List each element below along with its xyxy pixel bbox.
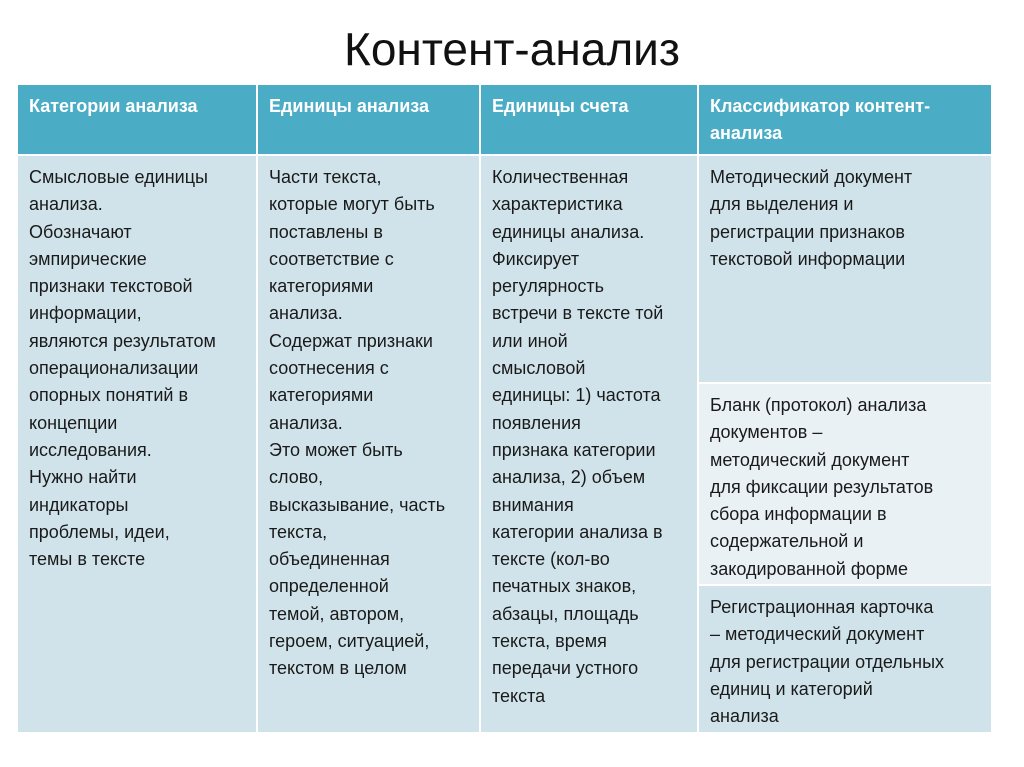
slide-title: Контент-анализ <box>344 23 680 75</box>
cell-counting-units: Количественная характеристика единицы анализа. Фиксирует регулярность встречи в тексте той или иной смысловой единицы: 1) частота появления признака категории анализа, 2) объем внимания категории анализа в тексте (кол-во печатных знаков, абзацы, площадь текста, время передачи устного текста <box>481 156 697 732</box>
cell-classifier-protocol: Бланк (протокол) анализа документов – методический документ для фиксации результатов сбора информации в содержательной и закодированной форме <box>699 384 991 584</box>
header-classifier: Классификатор контент- анализа <box>699 85 991 154</box>
cell-categories: Смысловые единицы анализа. Обозначают эмпирические признаки текстовой информации, являются результатом операционализации опорных понятий в концепции исследования. Нужно найти индикаторы проблемы, идеи, темы в тексте <box>18 156 256 732</box>
header-units-of-analysis: Единицы анализа <box>258 85 479 154</box>
cell-classifier-registration-card: Регистрационная карточка – методический документ для регистрации отдельных единиц и категорий анализа <box>699 586 991 732</box>
cell-classifier-methodical-doc: Методический документ для выделения и регистрации признаков текстовой информации <box>699 156 991 382</box>
header-counting-units: Единицы счета <box>481 85 697 154</box>
header-categories: Категории анализа <box>18 85 256 154</box>
cell-units-of-analysis: Части текста, которые могут быть поставлены в соответствие с категориями анализа. Содержат признаки соотнесения с категориями анализа. Это может быть слово, высказывание, часть текста, объединенная определенной темой, автором, героем, ситуацией, текстом в целом <box>258 156 479 732</box>
